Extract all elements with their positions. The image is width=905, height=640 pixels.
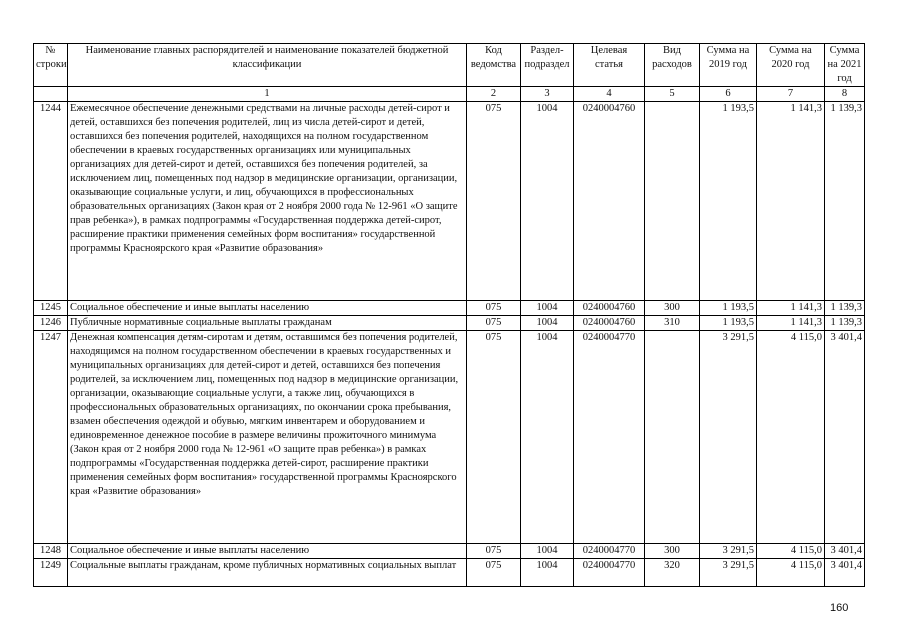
row-sum-2021: 3 401,4 — [825, 559, 865, 587]
row-section: 1004 — [521, 316, 574, 331]
index-cell: 2 — [467, 87, 521, 102]
header-sum-2021: Сумма на 2021 год — [825, 44, 865, 87]
row-sum-2020: 1 141,3 — [757, 102, 825, 301]
row-dept-code: 075 — [467, 559, 521, 587]
row-number: 1248 — [34, 544, 68, 559]
row-name: Публичные нормативные социальные выплаты гражданам — [68, 316, 467, 331]
table-row — [34, 301, 865, 316]
header-row — [34, 44, 865, 87]
row-sum-2021: 3 401,4 — [825, 544, 865, 559]
row-sum-2021: 1 139,3 — [825, 316, 865, 331]
index-cell: 6 — [700, 87, 757, 102]
row-kind: 320 — [645, 559, 700, 587]
index-cell: 3 — [521, 87, 574, 102]
row-sum-2019: 3 291,5 — [700, 544, 757, 559]
header-row-no: № строки — [34, 44, 68, 87]
index-cell — [34, 87, 68, 102]
row-number: 1246 — [34, 316, 68, 331]
row-dept-code: 075 — [467, 316, 521, 331]
row-sum-2020: 4 115,0 — [757, 331, 825, 544]
row-number: 1245 — [34, 301, 68, 316]
row-target: 0240004770 — [574, 559, 645, 587]
row-target: 0240004760 — [574, 102, 645, 301]
row-section: 1004 — [521, 102, 574, 301]
index-cell: 5 — [645, 87, 700, 102]
row-sum-2019: 1 193,5 — [700, 102, 757, 301]
row-sum-2021: 1 139,3 — [825, 102, 865, 301]
row-sum-2020: 1 141,3 — [757, 301, 825, 316]
header-name: Наименование главных распорядителей и наименование показателей бюджетной классификации — [68, 44, 467, 87]
row-number: 1247 — [34, 331, 68, 544]
row-number: 1244 — [34, 102, 68, 301]
row-name: Ежемесячное обеспечение денежными средствами на личные расходы детей-сирот и детей, оставшихся без попечения родителей, лиц из числа детей-сирот и детей, оставшихся без попечения родителей, находящихся на полном государственном обеспечении в краевых государственных организациях или муниципальных организациях для детей-сирот и детей, оставшихся без попечения родителей, за исключением лиц, помещенных под надзор в медицинские организации, организации, оказывающие социальные услуги, и лиц, обучающихся в профессиональных образовательных организациях (Закон края от 2 ноября 2000 года № 12-961 «О защите прав ребенка»), в рамках подпрограммы «Государственная поддержка детей-сирот, расширение практики применения семейных форм воспитания» государственной программы Красноярского края «Развитие образования» — [68, 102, 467, 301]
header-target: Целевая статья — [574, 44, 645, 87]
index-cell: 8 — [825, 87, 865, 102]
row-name: Социальное обеспечение и иные выплаты населению — [68, 544, 467, 559]
row-sum-2019: 3 291,5 — [700, 559, 757, 587]
page-number: 160 — [830, 602, 849, 614]
row-sum-2020: 4 115,0 — [757, 544, 825, 559]
table-row — [34, 559, 865, 587]
row-kind — [645, 102, 700, 301]
row-dept-code: 075 — [467, 331, 521, 544]
row-kind: 300 — [645, 544, 700, 559]
table-row — [34, 316, 865, 331]
row-sum-2019: 1 193,5 — [700, 301, 757, 316]
header-sum-2019: Сумма на 2019 год — [700, 44, 757, 87]
row-target: 0240004760 — [574, 301, 645, 316]
row-name: Социальные выплаты гражданам, кроме публичных нормативных социальных выплат — [68, 559, 467, 587]
row-dept-code: 075 — [467, 301, 521, 316]
row-section: 1004 — [521, 559, 574, 587]
row-dept-code: 075 — [467, 544, 521, 559]
index-row — [34, 87, 865, 102]
table-row — [34, 102, 865, 301]
row-kind: 300 — [645, 301, 700, 316]
header-section: Раздел-подраздел — [521, 44, 574, 87]
row-dept-code: 075 — [467, 102, 521, 301]
row-sum-2021: 3 401,4 — [825, 331, 865, 544]
row-name: Денежная компенсация детям-сиротам и детям, оставшимся без попечения родителей, находящимся на полном государственном обеспечении в краевых государственных и муниципальных организациях для детей-сирот и детей, оставшихся без попечения родителей, за исключением лиц, помещенных под надзор в медицинские организации, организации, оказывающие социальные услуги, а также лиц, обучающихся в профессиональных образовательных организациях, по окончании срока пребывания, взамен обеспечения одеждой и обувью, мягким инвентарем и оборудованием и единовременное денежное пособие в размере величины прожиточного минимума (Закон края от 2 ноября 2000 года № 12-961 «О защите прав ребенка») в рамках подпрограммы «Государственная поддержка детей-сирот, расширение практики применения семейных форм воспитания» государственной программы Красноярского края «Развитие образования» — [68, 331, 467, 544]
header-sum-2020: Сумма на 2020 год — [757, 44, 825, 87]
row-kind: 310 — [645, 316, 700, 331]
row-section: 1004 — [521, 544, 574, 559]
index-cell: 1 — [68, 87, 467, 102]
table-row — [34, 331, 865, 544]
table-row — [34, 544, 865, 559]
row-kind — [645, 331, 700, 544]
row-name: Социальное обеспечение и иные выплаты населению — [68, 301, 467, 316]
index-cell: 4 — [574, 87, 645, 102]
header-kind: Вид расходов — [645, 44, 700, 87]
row-target: 0240004760 — [574, 316, 645, 331]
row-target: 0240004770 — [574, 331, 645, 544]
index-cell: 7 — [757, 87, 825, 102]
row-number: 1249 — [34, 559, 68, 587]
row-section: 1004 — [521, 331, 574, 544]
row-section: 1004 — [521, 301, 574, 316]
row-sum-2019: 3 291,5 — [700, 331, 757, 544]
row-sum-2020: 1 141,3 — [757, 316, 825, 331]
row-sum-2020: 4 115,0 — [757, 559, 825, 587]
budget-table — [33, 43, 865, 587]
header-dept-code: Код ведомства — [467, 44, 521, 87]
row-sum-2021: 1 139,3 — [825, 301, 865, 316]
row-sum-2019: 1 193,5 — [700, 316, 757, 331]
row-target: 0240004770 — [574, 544, 645, 559]
